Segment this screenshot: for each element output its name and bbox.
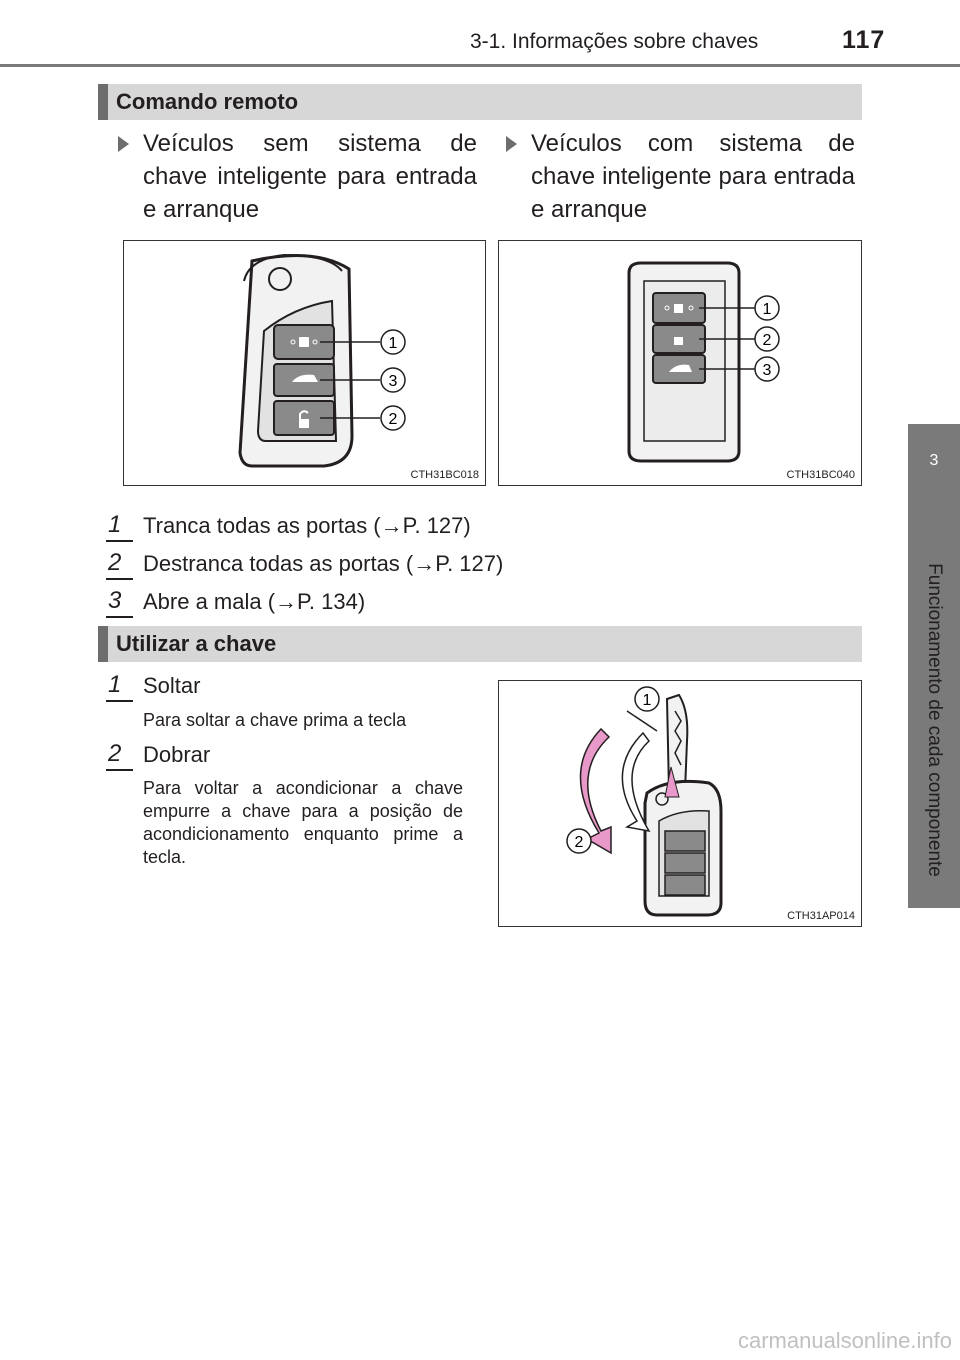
- variant-label-smart-key: Veículos com sistema de chave inteligente para entrada e arranque: [531, 130, 855, 223]
- callout-3: 3: [762, 362, 772, 379]
- item-number-underline: [106, 700, 133, 702]
- item-number: 1: [108, 671, 122, 698]
- key-fold-illustration: [499, 681, 860, 925]
- figure-code: CTH31BC040: [786, 469, 855, 481]
- item-number: 2: [108, 740, 122, 767]
- item-number-underline: [106, 769, 133, 771]
- item-number-underline: [106, 616, 133, 618]
- section-title-remote: Comando remoto: [116, 89, 299, 114]
- callout-2: 2: [762, 332, 772, 349]
- remote-item-trunk: Abre a mala (→P. 134): [143, 589, 366, 614]
- flip-key-remote-illustration: [124, 241, 484, 484]
- variant-label-standard-key: Veículos sem sistema de chave inteligente para entrada e arranque: [143, 130, 477, 223]
- item-number: 3: [108, 587, 122, 614]
- item-number: 1: [108, 511, 122, 538]
- bullet-triangle-icon: [118, 136, 129, 152]
- figure-flip-key-remote: [123, 240, 486, 486]
- figure-code: CTH31BC018: [410, 469, 479, 481]
- smart-key-illustration: [499, 241, 860, 484]
- callout-1: 1: [642, 692, 652, 709]
- item-number-underline: [106, 540, 133, 542]
- figure-code: CTH31AP014: [787, 910, 855, 922]
- callout-2: 2: [574, 834, 584, 851]
- running-header-title: 3-1. Informações sobre chaves: [470, 30, 759, 53]
- remote-item-unlock: Destranca todas as portas (→P. 127): [143, 551, 504, 576]
- callout-2: 2: [388, 411, 398, 428]
- bullet-triangle-icon: [506, 136, 517, 152]
- item-number: 2: [108, 549, 122, 576]
- key-item-fold-title: Dobrar: [143, 742, 211, 767]
- remote-item-lock: Tranca todas as portas (→P. 127): [143, 513, 471, 538]
- chapter-title: Funcionamento de cada componente: [924, 563, 945, 877]
- key-item-release-title: Soltar: [143, 673, 201, 698]
- figure-key-fold: [498, 680, 862, 927]
- figure-smart-key: [498, 240, 862, 486]
- callout-1: 1: [762, 301, 772, 318]
- page-number: 117: [842, 26, 886, 54]
- key-item-release-desc: Para soltar a chave prima a tecla: [143, 710, 407, 730]
- header-rule: [0, 64, 960, 67]
- section-title-key: Utilizar a chave: [116, 631, 277, 656]
- chapter-number: 3: [929, 452, 939, 469]
- item-number-underline: [106, 578, 133, 580]
- footer-watermark: carmanualsonline.info: [737, 1328, 952, 1353]
- key-item-fold-desc: Para voltar a acondicionar a chave empurre a chave para a posição de acondicionamento enquanto prime a tecla.: [143, 778, 463, 867]
- callout-1: 1: [388, 335, 398, 352]
- callout-3: 3: [388, 373, 398, 390]
